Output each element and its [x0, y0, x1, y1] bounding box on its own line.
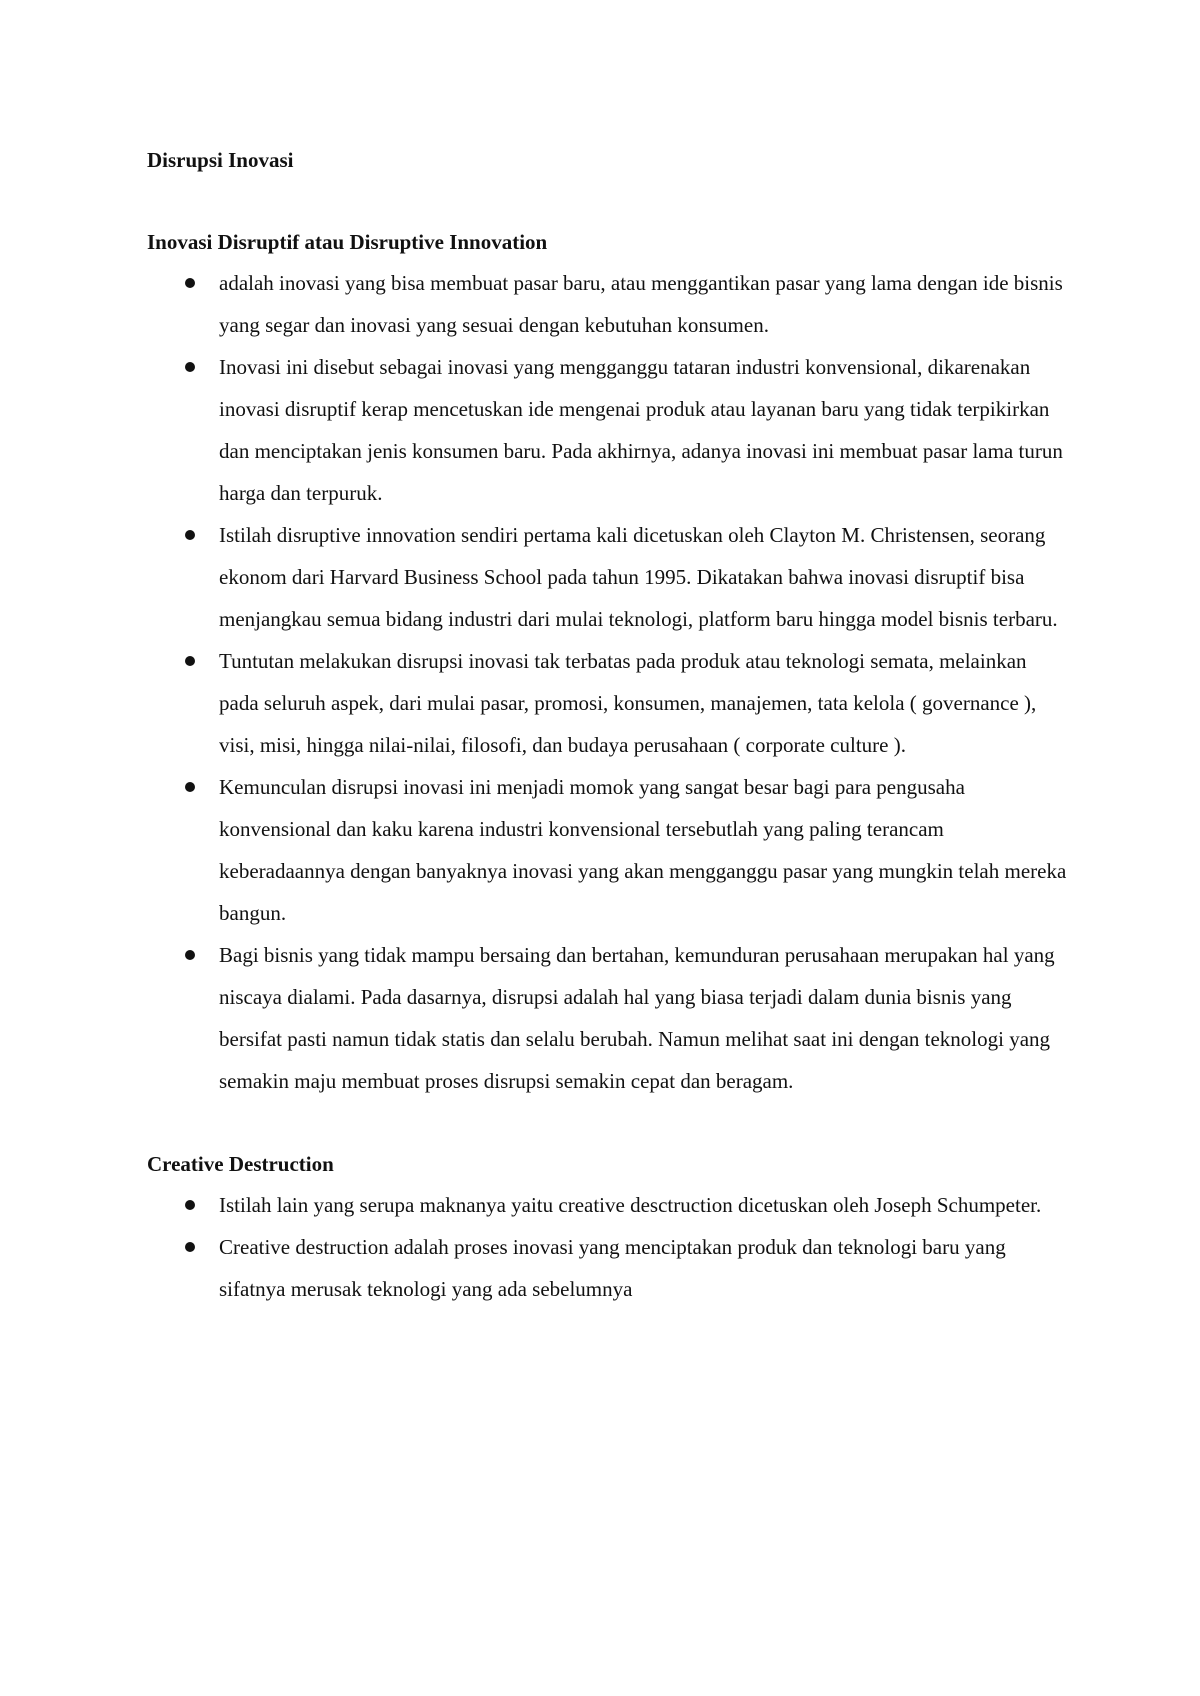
section-heading-creative-destruction: Creative Destruction: [147, 1152, 334, 1176]
bullet-dot-icon: [185, 950, 195, 960]
section-heading-disruptive-innovation: Inovasi Disruptif atau Disruptive Innovation: [147, 230, 548, 254]
spacer: [147, 180, 1067, 222]
list-item-text: Kemunculan disrupsi inovasi ini menjadi momok yang sangat besar bagi para pengusaha konvensional dan kaku karena industri konvensional tersebutlah yang paling terancam keberadaannya dengan banyaknya inovasi yang akan mengganggu pasar yang mungkin telah mereka bangun.: [219, 775, 1067, 925]
list-item: [147, 766, 1067, 934]
list-item: [147, 1226, 1067, 1310]
document-title: Disrupsi Inovasi: [147, 148, 294, 172]
bullet-dot-icon: [185, 656, 195, 666]
list-item-text: Istilah disruptive innovation sendiri pertama kali dicetuskan oleh Clayton M. Christensen, seorang ekonom dari Harvard Business School pada tahun 1995. Dikatakan bahwa inovasi disruptif bisa menjangkau semua bidang industri dari mulai teknologi, platform baru hingga model bisnis terbaru.: [219, 523, 1058, 631]
bullet-dot-icon: [185, 278, 195, 288]
list-item-text: Bagi bisnis yang tidak mampu bersaing dan bertahan, kemunduran perusahaan merupakan hal yang niscaya dialami. Pada dasarnya, disrupsi adalah hal yang biasa terjadi dalam dunia bisnis yang bersifat pasti namun tidak statis dan selalu berubah. Namun melihat saat ini dengan teknologi yang semakin maju membuat proses disrupsi semakin cepat dan beragam.: [219, 943, 1055, 1093]
list-item-text: Creative destruction adalah proses inovasi yang menciptakan produk dan teknologi baru yang sifatnya merusak teknologi yang ada sebelumnya: [219, 1235, 1006, 1301]
bullet-dot-icon: [185, 530, 195, 540]
bullet-list-disruptive-innovation: [147, 262, 1067, 1102]
spacer: [147, 1102, 1067, 1144]
bullet-list-creative-destruction: [147, 1184, 1067, 1310]
list-item: [147, 640, 1067, 766]
list-item: [147, 1184, 1067, 1226]
bullet-dot-icon: [185, 362, 195, 372]
document-body: [147, 140, 1067, 1310]
bullet-dot-icon: [185, 1200, 195, 1210]
list-item: [147, 514, 1067, 640]
bullet-dot-icon: [185, 1242, 195, 1252]
list-item-text: Inovasi ini disebut sebagai inovasi yang mengganggu tataran industri konvensional, dikarenakan inovasi disruptif kerap mencetuskan ide mengenai produk atau layanan baru yang tidak terpikirkan dan menciptakan jenis konsumen baru. Pada akhirnya, adanya inovasi ini membuat pasar lama turun harga dan terpuruk.: [219, 355, 1063, 505]
bullet-dot-icon: [185, 782, 195, 792]
list-item-text: Tuntutan melakukan disrupsi inovasi tak terbatas pada produk atau teknologi semata, melainkan pada seluruh aspek, dari mulai pasar, promosi, konsumen, manajemen, tata kelola ( governance ), visi, misi, hingga nilai-nilai, filosofi, dan budaya perusahaan ( corporate culture ).: [219, 649, 1037, 757]
list-item-text: Istilah lain yang serupa maknanya yaitu creative desctruction dicetuskan oleh Joseph Schumpeter.: [219, 1193, 1042, 1217]
list-item: [147, 262, 1067, 346]
list-item: [147, 346, 1067, 514]
list-item-text: adalah inovasi yang bisa membuat pasar baru, atau menggantikan pasar yang lama dengan ide bisnis yang segar dan inovasi yang sesuai dengan kebutuhan konsumen.: [219, 271, 1063, 337]
list-item: [147, 934, 1067, 1102]
